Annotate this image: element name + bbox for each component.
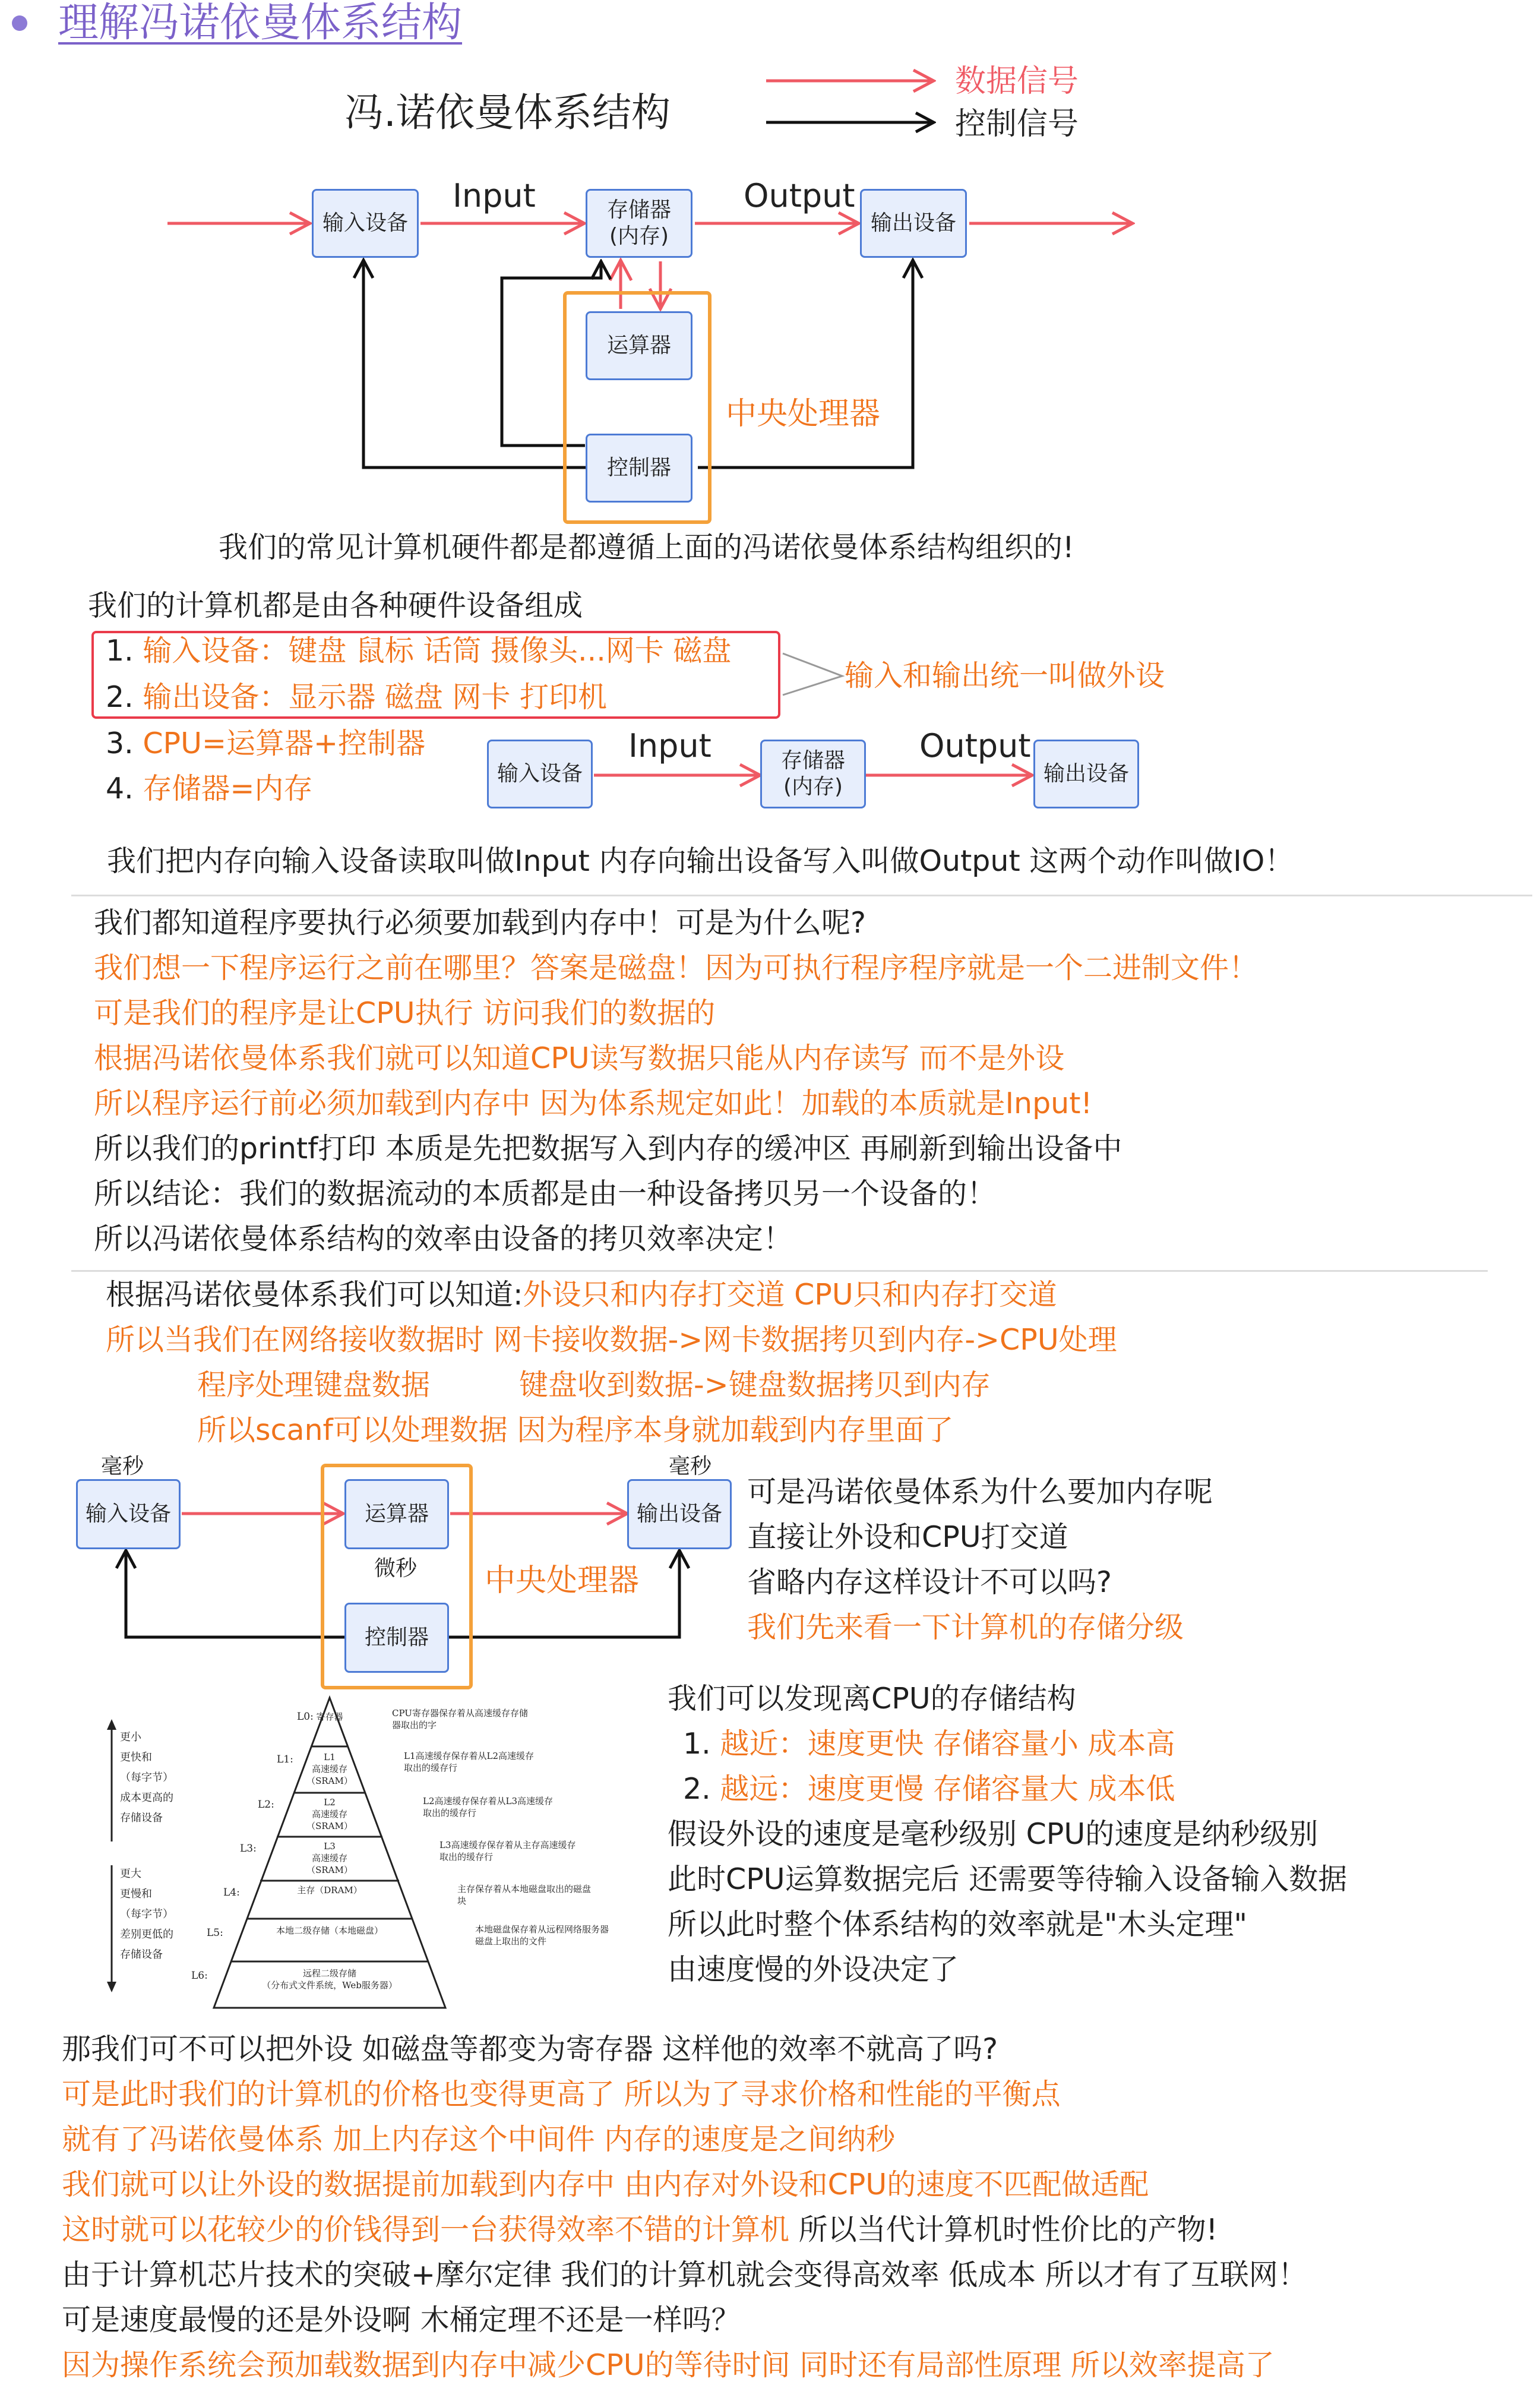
pyramid-level-id: L2:	[258, 1799, 274, 1811]
d2-input-device-box: 输入设备	[76, 1479, 181, 1549]
page-heading-link[interactable]: 理解冯诺依曼体系结构	[58, 0, 463, 46]
mini-input-label: Input	[628, 727, 712, 765]
text-line: 所以结论：我们的数据流动的本质都是由一种设备拷贝另一个设备的！	[94, 1177, 997, 1211]
keyboard-line-a: 程序处理键盘数据	[197, 1368, 431, 1402]
pyramid-level-id: L0:	[297, 1711, 314, 1723]
text-line: 那我们可不可以把外设 如磁盘等都变为寄存器 这样他的效率不就高了吗?	[62, 2032, 998, 2066]
cost-effective-line: 这时就可以花较少的价钱得到一台获得效率不错的计算机 所以当代计算机时性价比的产物!	[62, 2213, 1218, 2247]
pyramid-side-label: 更大	[120, 1868, 141, 1880]
pyramid-side-label: （每字节）	[120, 1908, 173, 1920]
bucket-question: 可是速度最慢的还是外设啊 木桶定理不还是一样吗？	[62, 2303, 741, 2337]
output-device-box: 输出设备	[860, 189, 967, 258]
pyramid-level-note: L1高速缓存保存着从L2高速缓存取出的缓存行	[404, 1751, 535, 1773]
pyramid-side-label: 更慢和	[120, 1888, 152, 1900]
pyramid-level-note: L3高速缓存保存着从主存高速缓存取出的缓存行	[439, 1840, 576, 1862]
pyramid-level-id: L4:	[223, 1887, 240, 1899]
output-arrow-label: Output	[744, 177, 855, 214]
micro-label: 微秒	[374, 1556, 418, 1581]
alu-box: 运算器	[586, 311, 692, 380]
text-line: 就有了冯诺依曼体系 加上内存这个中间件 内存的速度是之间纳秒	[62, 2122, 896, 2156]
diagram1-caption: 我们的常见计算机硬件都是都遵循上面的冯诺依曼体系结构组织的!	[219, 530, 1074, 564]
pyramid-level-note: 主存保存着从本地磁盘取出的磁盘块	[457, 1884, 592, 1906]
pyramid-level-name: L1 高速缓存 （SRAM）	[306, 1752, 353, 1786]
pyramid-level-note: L2高速缓存保存着从L3高速缓存取出的缓存行	[423, 1796, 554, 1818]
pyramid-level-id: L1:	[277, 1754, 293, 1765]
pyramid-side-label: （每字节）	[120, 1771, 173, 1784]
text-line: 所以我们的printf打印 本质是先把数据写入到内存的缓冲区 再刷新到输出设备中	[94, 1132, 1122, 1165]
item-cpu: 3. CPU=运算器+控制器	[106, 726, 426, 760]
pyramid-side-label: 存储设备	[120, 1948, 163, 1961]
text-line: 我们想一下程序运行之前在哪里？答案是磁盘！因为可执行程序程序就是一个二进制文件！	[94, 951, 1258, 985]
ms-left-label: 毫秒	[101, 1454, 144, 1479]
text-line: 我们都知道程序要执行必须要加载到内存中！可是为什么呢?	[94, 906, 867, 940]
item-input-devices: 1. 输入设备：键盘 鼠标 话筒 摄像头...网卡 磁盘	[106, 634, 732, 668]
io-note: 我们把内存向输入设备读取叫做Input 内存向输出设备写入叫做Output 这两个动作叫做IO！	[107, 844, 1294, 878]
text-line: 所以冯诺依曼体系结构的效率由设备的拷贝效率决定！	[94, 1222, 793, 1256]
scanf-line: 所以scanf可以处理数据 因为程序本身就加载到内存里面了	[197, 1413, 954, 1447]
mini-input-device-box: 输入设备	[487, 740, 593, 808]
d2-controller-box: 控制器	[344, 1603, 449, 1673]
text-line: 由速度慢的外设决定了	[668, 1953, 959, 1986]
network-flow-line: 所以当我们在网络接收数据时 网卡接收数据->网卡数据拷贝到内存->CPU处理	[106, 1323, 1117, 1357]
text-line: 所以程序运行前必须加载到内存中 因为体系规定如此！加载的本质就是Input!	[94, 1086, 1093, 1120]
text-line: 可是此时我们的计算机的价格也变得更高了 所以为了寻求价格和性能的平衡点	[62, 2077, 1061, 2111]
text-line: 可是我们的程序是让CPU执行 访问我们的数据的	[94, 996, 716, 1030]
text-line: 假设外设的速度是毫秒级别 CPU的速度是纳秒级别	[668, 1817, 1318, 1851]
pyramid-side-label: 更小	[120, 1731, 141, 1743]
diagram1-title: 冯.诺依曼体系结构	[344, 90, 671, 135]
pyramid-level-note: CPU寄存器保存着从高速缓存存储器取出的字	[392, 1708, 528, 1730]
cpu-label: 中央处理器	[726, 396, 881, 432]
pyramid-level-name: 本地二级存储（本地磁盘）	[276, 1925, 384, 1936]
item-input-text: 输入设备：键盘 鼠标 话筒 摄像头...网卡 磁盘	[143, 634, 732, 668]
ms-right-label: 毫秒	[669, 1454, 712, 1479]
storage-intro: 我们可以发现离CPU的存储结构	[668, 1682, 1076, 1716]
preload-answer: 因为操作系统会预加载数据到内存中减少CPU的等待时间 同时还有局部性原理 所以效率提高了	[62, 2348, 1275, 2382]
peripheral-note: 输入和输出统一叫做外设	[845, 659, 1165, 693]
d2-cpu-label: 中央处理器	[485, 1563, 640, 1599]
controller-box: 控制器	[586, 434, 692, 503]
item-memory: 4. 存储器=内存	[106, 772, 313, 806]
text-line: 我们就可以让外设的数据提前加载到内存中 由内存对外设和CPU的速度不匹配做适配	[62, 2168, 1149, 2201]
pyramid-level-name: 主存（DRAM）	[297, 1885, 362, 1896]
text-line: 此时CPU运算数据完后 还需要等待输入设备输入数据	[668, 1862, 1348, 1896]
text-line: 直接让外设和CPU打交道	[747, 1520, 1068, 1554]
pyramid-side-label: 成本更高的	[120, 1792, 173, 1804]
mini-output-label: Output	[919, 727, 1031, 765]
keyboard-line-b: 键盘收到数据->键盘数据拷贝到内存	[519, 1368, 991, 1402]
pyramid-level-id: L3:	[240, 1843, 257, 1855]
peripheral-memory-rule: 根据冯诺依曼体系我们可以知道:外设只和内存打交道 CPU只和内存打交道	[106, 1278, 1057, 1312]
hardware-intro: 我们的计算机都是由各种硬件设备组成	[88, 589, 583, 623]
legend-control-label: 控制信号	[955, 106, 1079, 142]
input-arrow-label: Input	[453, 177, 536, 214]
pyramid-level-id: L6:	[191, 1970, 208, 1982]
pyramid-level-name: 远程二级存储 （分布式文件系统，Web服务器）	[262, 1968, 397, 1991]
input-device-box: 输入设备	[312, 189, 419, 258]
pyramid-side-label: 更快和	[120, 1751, 152, 1764]
mini-memory-box: 存储器 (内存)	[760, 740, 866, 808]
mini-output-device-box: 输出设备	[1033, 740, 1139, 808]
pyramid-level-id: L5:	[207, 1927, 223, 1939]
item-output-devices: 2. 输出设备：显示器 磁盘 网卡 打印机	[106, 680, 608, 714]
storage-far: 2. 越远：速度更慢 存储容量大 成本低	[683, 1772, 1175, 1806]
text-line: 根据冯诺依曼体系我们就可以知道CPU读写数据只能从内存读写 而不是外设	[94, 1041, 1065, 1075]
text-line: 可是冯诺依曼体系为什么要加内存呢	[747, 1475, 1213, 1509]
moore-line: 由于计算机芯片技术的突破+摩尔定律 我们的计算机就会变得高效率 低成本 所以才有了互联网！	[62, 2258, 1307, 2292]
d2-output-device-box: 输出设备	[627, 1479, 732, 1549]
pyramid-level-name: L2 高速缓存 （SRAM）	[306, 1797, 353, 1831]
text-line: 我们先来看一下计算机的存储分级	[747, 1610, 1184, 1644]
storage-near: 1. 越近：速度更快 存储容量小 成本高	[683, 1727, 1175, 1761]
d2-alu-box: 运算器	[344, 1479, 449, 1549]
item-output-text: 输出设备：显示器 磁盘 网卡 打印机	[143, 680, 608, 714]
legend-data-label: 数据信号	[955, 64, 1079, 99]
pyramid-side-label: 存储设备	[120, 1812, 163, 1824]
pyramid-level-note: 本地磁盘保存着从远程网络服务器磁盘上取出的文件	[475, 1924, 609, 1947]
pyramid-level-name: L3 高速缓存 （SRAM）	[306, 1841, 353, 1875]
memory-line1: 存储器	[606, 198, 671, 222]
pyramid-level-name: 寄存器	[316, 1711, 343, 1722]
text-line: 所以此时整个体系结构的效率就是"木头定理"	[668, 1907, 1248, 1941]
text-line: 省略内存这样设计不可以吗?	[747, 1565, 1112, 1599]
pyramid-side-label: 差别更低的	[120, 1928, 173, 1941]
memory-line2: (内存)	[609, 224, 669, 248]
